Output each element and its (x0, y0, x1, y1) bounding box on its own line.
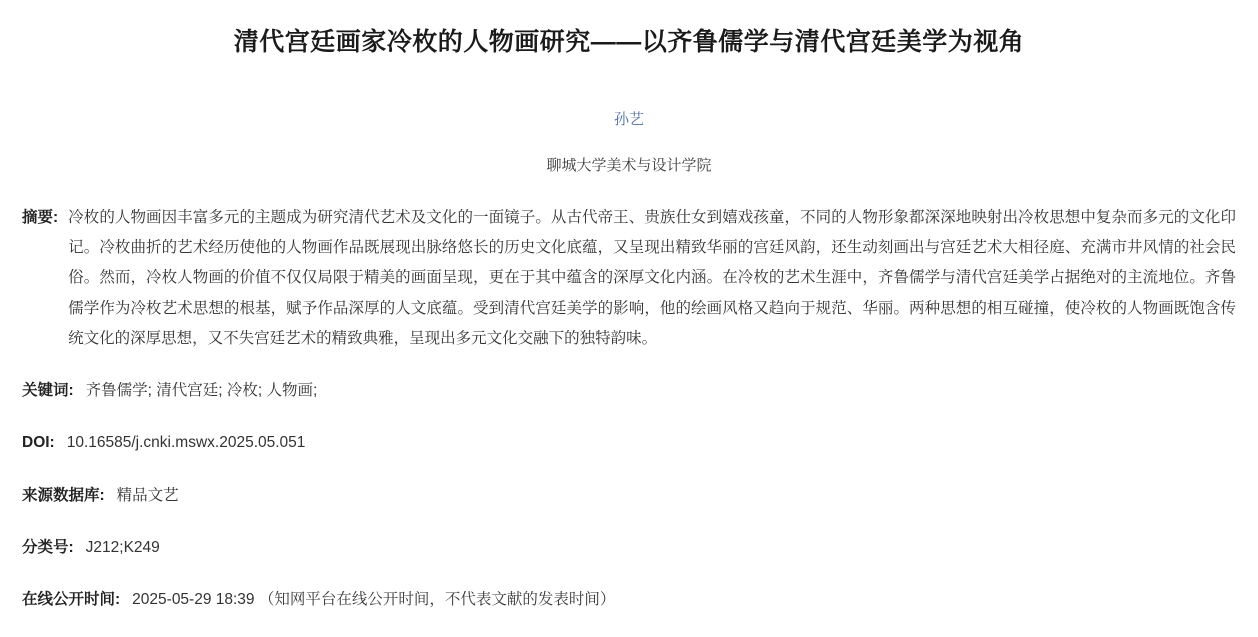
classification-value[interactable]: J212;K249 (85, 538, 160, 556)
paper-detail-page (0, 25, 1258, 615)
pubtime-value-wrap (120, 585, 1236, 615)
classification-label: 分类号: (22, 538, 74, 556)
abstract-label: 摘要: (22, 209, 59, 226)
pubtime-section (22, 585, 1236, 615)
page-title: 清代宫廷画家冷枚的人物画研究——以齐鲁儒学与清代宫廷美学为视角 (233, 28, 1025, 56)
keywords-values[interactable]: 齐鲁儒学; 清代宫廷; 冷枚; 人物画; (85, 382, 318, 400)
pubtime-value: 2025-05-29 18:39 (132, 590, 255, 608)
source-db-value[interactable]: 精品文艺 (116, 486, 179, 504)
author-name[interactable]: 孙艺 (613, 111, 644, 128)
doi-label: DOI: (22, 434, 55, 452)
keywords-section (22, 376, 1236, 406)
author-affiliation: 聊城大学美术与设计学院 (546, 157, 712, 174)
pubtime-note: （知网平台在线公开时间，不代表文献的发表时间） (258, 590, 616, 608)
classification-section (22, 533, 1236, 563)
doi-value[interactable]: 10.16585/j.cnki.mswx.2025.05.051 (66, 434, 306, 452)
source-db-section (22, 481, 1236, 511)
abstract-section (22, 203, 1236, 354)
pubtime-label: 在线公开时间: (22, 590, 121, 608)
keywords-label: 关键词: (22, 382, 74, 400)
abstract-text: 冷枚的人物画因丰富多元的主题成为研究清代艺术及文化的一面镜子。从古代帝王、贵族仕女到嬉戏孩童，不同的人物形象都深深地映射出冷枚思想中复杂而多元的文化印记。冷枚曲折的艺术经历使他的人物画作品既展现出脉络悠长的历史文化底蕴，又呈现出精致华丽的宫廷风韵，还生动刻画出与宫廷艺术大相径庭、充满市井风情的社会民俗。然而，冷枚人物画的价值不仅仅局限于精美的画面呈现，更在于其中蕴含的深厚文化内涵。在冷枚的艺术生涯中，齐鲁儒学与清代宫廷美学占据绝对的主流地位。齐鲁儒学作为冷枚艺术思想的根基，赋予作品深厚的人文底蕴。受到清代宫廷美学的影响，他的绘画风格又趋向于规范、华丽。两种思想的相互碰撞，使冷枚的人物画既饱含传统文化的深厚思想，又不失宫廷艺术的精致典雅，呈现出多元文化交融下的独特韵味。 (68, 209, 1236, 347)
source-db-label: 来源数据库: (22, 486, 105, 504)
doi-section (22, 428, 1236, 458)
